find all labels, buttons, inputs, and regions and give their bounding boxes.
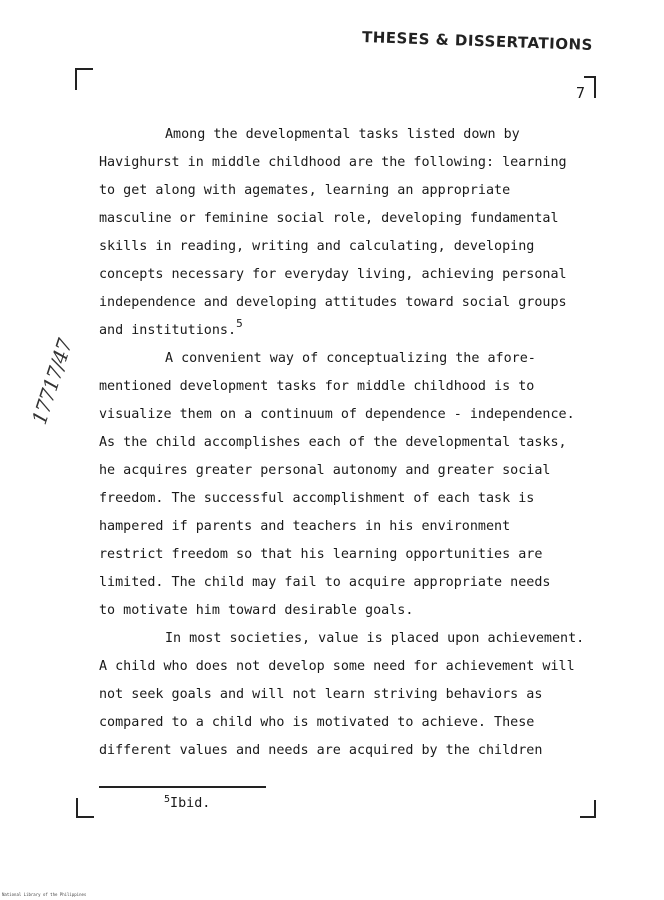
paragraph-line: concepts necessary for everyday living, achieving personal: [99, 267, 567, 282]
footnote-separator: [99, 786, 266, 788]
footnote-number: 5: [164, 794, 171, 805]
crop-mark-bottom-right: [580, 800, 596, 818]
paragraph-line: As the child accomplishes each of the developmental tasks,: [99, 435, 567, 450]
body-text: [99, 121, 599, 765]
paragraph-line: compared to a child who is motivated to achieve. These: [99, 715, 535, 730]
paragraph-line: In most societies, value is placed upon achievement.: [165, 631, 585, 646]
paragraph-line: he acquires greater personal autonomy and greater social: [99, 463, 551, 478]
paragraph-line: to get along with agemates, learning an appropriate: [99, 183, 511, 198]
footnote-text: Ibid.: [170, 796, 211, 811]
page-number: 7: [576, 84, 586, 102]
paragraph-line: and institutions.: [99, 323, 237, 338]
paragraph-line: skills in reading, writing and calculating, developing: [99, 239, 535, 254]
paragraph-line: limited. The child may fail to acquire appropriate needs: [99, 575, 551, 590]
paragraph-line: not seek goals and will not learn striving behaviors as: [99, 687, 543, 702]
crop-mark-top-right: [584, 76, 596, 98]
theses-dissertations-stamp: THESES & DISSERTATIONS: [361, 27, 594, 55]
paragraph-line: masculine or feminine social role, developing fundamental: [99, 211, 559, 226]
paragraph-line-with-footnote: [99, 317, 599, 345]
paragraph-line: Among the developmental tasks listed down by: [165, 127, 520, 142]
paragraph-line: to motivate him toward desirable goals.: [99, 603, 414, 618]
handwritten-margin-annotation: 17717/47: [26, 336, 77, 428]
paragraph-line: visualize them on a continuum of dependence - independence.: [99, 407, 575, 422]
archive-caption: National Library of the Philippines: [2, 892, 87, 897]
paragraph-line: different values and needs are acquired by the children: [99, 743, 543, 758]
paragraph-line: independence and developing attitudes toward social groups: [99, 295, 567, 310]
crop-mark-bottom-left: [76, 798, 94, 818]
footnote-reference: 5: [236, 317, 243, 330]
paragraph-line: freedom. The successful accomplishment of each task is: [99, 491, 535, 506]
paragraph-line: A child who does not develop some need for achievement will: [99, 659, 575, 674]
crop-mark-top-left: [75, 68, 93, 90]
paragraph-line: Havighurst in middle childhood are the following: learning: [99, 155, 567, 170]
paragraph-line: hampered if parents and teachers in his environment: [99, 519, 511, 534]
paragraph-line: restrict freedom so that his learning opportunities are: [99, 547, 543, 562]
paragraph-line: A convenient way of conceptualizing the afore-: [165, 351, 536, 366]
footnote: [164, 796, 210, 811]
paragraph-line: mentioned development tasks for middle childhood is to: [99, 379, 535, 394]
